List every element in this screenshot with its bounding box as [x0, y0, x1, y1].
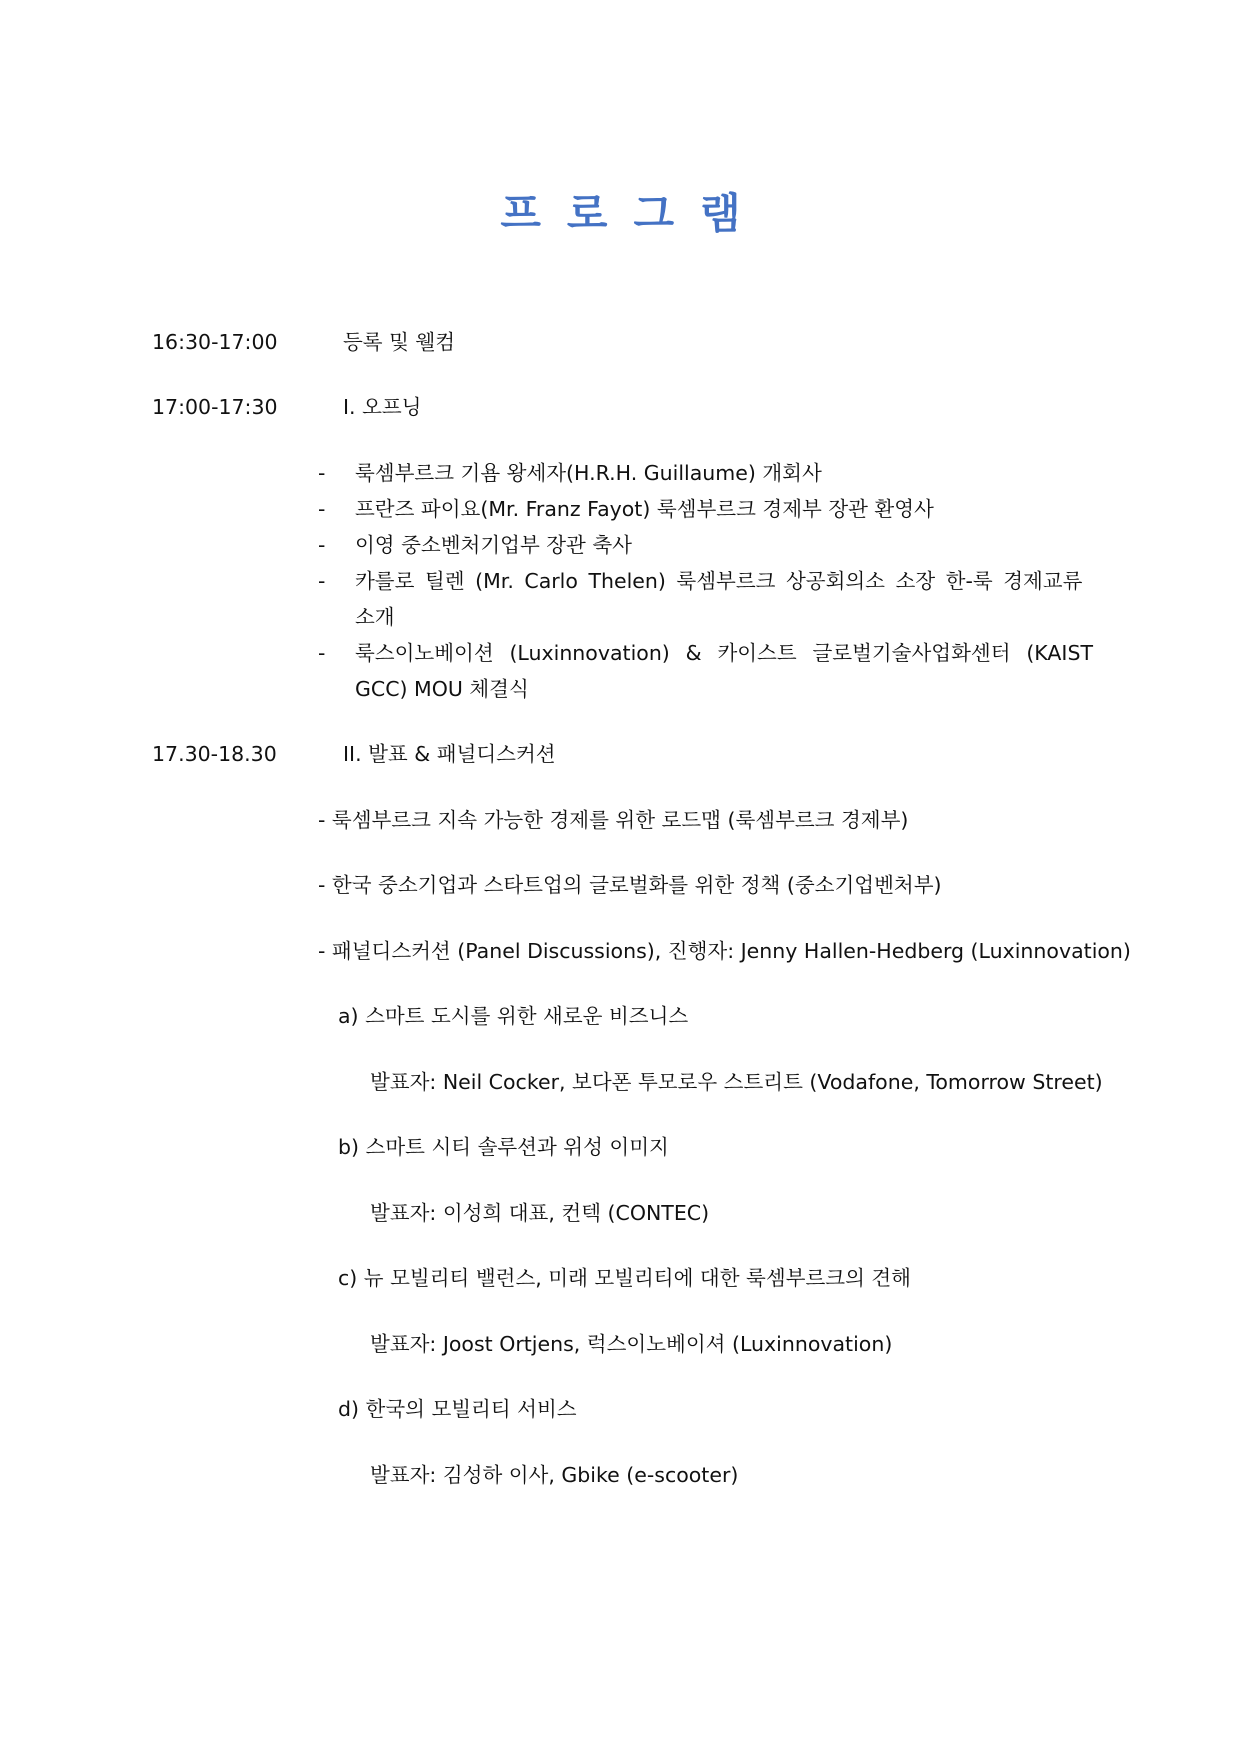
panel-speaker-c: 발표자: Joost Ortjens, 럭스이노베이셔 (Luxinnovation)	[370, 1332, 893, 1356]
word: (KAIST	[1026, 641, 1093, 665]
word: 경제교류	[1003, 569, 1083, 593]
word: 룩셈부르크	[676, 569, 776, 593]
presentation-item-2: - 한국 중소기업과 스타트업의 글로벌화를 위한 정책 (중소기업벤처부)	[318, 873, 942, 897]
word: Thelen)	[588, 569, 666, 593]
word: &	[685, 641, 702, 665]
bullet-dash: -	[318, 497, 326, 521]
presentation-item-1: - 룩셈부르크 지속 가능한 경제를 위한 로드맵 (룩셈부르크 경제부)	[318, 808, 909, 832]
opening-item-2: 프란즈 파이요(Mr. Franz Fayot) 룩셈부르크 경제부 장관 환영사	[355, 497, 934, 521]
word: 틸렌	[424, 569, 465, 593]
word: Carlo	[524, 569, 578, 593]
word: (Mr.	[475, 569, 514, 593]
panel-topic-b: b) 스마트 시티 솔루션과 위성 이미지	[338, 1135, 669, 1159]
word: 룩스이노베이션	[355, 641, 494, 665]
time-slot-2: 17:00-17:30	[152, 395, 278, 419]
bullet-dash: -	[318, 569, 326, 593]
panel-speaker-d: 발표자: 김성하 이사, Gbike (e-scooter)	[370, 1463, 739, 1487]
session-title-2: I. 오프닝	[343, 395, 422, 419]
bullet-dash: -	[318, 641, 326, 665]
opening-item-4-line-1	[355, 567, 1093, 595]
opening-item-3: 이영 중소벤처기업부 장관 축사	[355, 533, 632, 557]
panel-discussion-item: - 패널디스커션 (Panel Discussions), 진행자: Jenny Hallen-Hedberg (Luxinnovation)	[318, 939, 1131, 963]
word: 한-룩	[945, 569, 993, 593]
panel-topic-a: a) 스마트 도시를 위한 새로운 비즈니스	[338, 1004, 689, 1028]
panel-topic-d: d) 한국의 모빌리티 서비스	[338, 1397, 577, 1421]
word: (Luxinnovation)	[509, 641, 670, 665]
time-slot-3: 17.30-18.30	[152, 742, 277, 766]
opening-item-5-line-2: GCC) MOU 체결식	[355, 677, 529, 701]
panel-speaker-a: 발표자: Neil Cocker, 보다폰 투모로우 스트리트 (Vodafone, Tomorrow Street)	[370, 1070, 1103, 1094]
opening-item-1: 룩셈부르크 기욤 왕세자(H.R.H. Guillaume) 개회사	[355, 461, 822, 485]
word: 상공회의소	[785, 569, 885, 593]
word: 소장	[895, 569, 936, 593]
session-title-3: II. 발표 & 패널디스커션	[343, 742, 556, 766]
page-title: 프로그램	[500, 189, 767, 238]
bullet-dash: -	[318, 533, 326, 557]
opening-item-5-line-1	[355, 639, 1093, 667]
word: 카를로	[355, 569, 415, 593]
opening-item-4-line-2: 소개	[355, 605, 395, 629]
time-slot-1: 16:30-17:00	[152, 330, 278, 354]
bullet-dash: -	[318, 461, 326, 485]
session-title-1: 등록 및 웰컴	[343, 330, 456, 354]
panel-topic-c: c) 뉴 모빌리티 밸런스, 미래 모빌리티에 대한 룩셈부르크의 견해	[338, 1266, 911, 1290]
panel-speaker-b: 발표자: 이성희 대표, 컨텍 (CONTEC)	[370, 1201, 710, 1225]
word: 글로벌기술사업화센터	[812, 641, 1011, 665]
word: 카이스트	[717, 641, 797, 665]
